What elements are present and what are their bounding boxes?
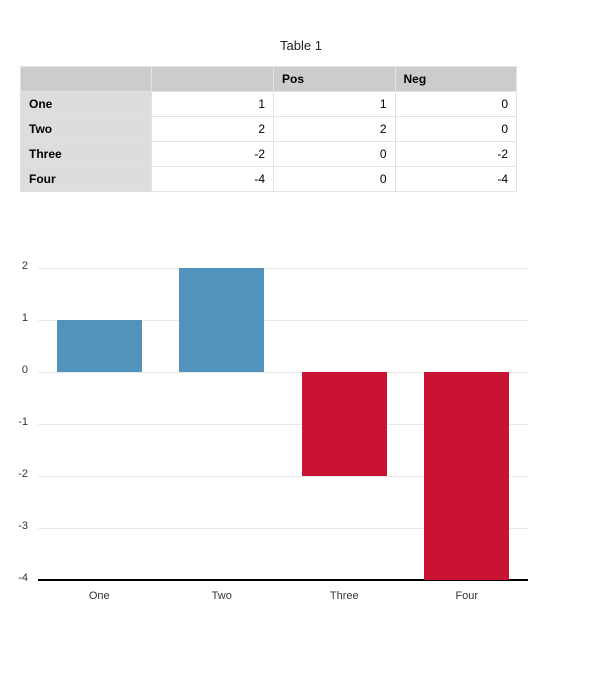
bar[interactable] <box>179 268 264 372</box>
table-col-header-pos: Pos <box>274 67 396 92</box>
y-axis-tick-label: -1 <box>18 416 28 428</box>
y-axis-tick-label: -4 <box>18 572 28 584</box>
table-row-label: Four <box>21 167 152 192</box>
table-row <box>21 92 517 117</box>
data-table <box>20 66 517 192</box>
x-axis-tick-label: Two <box>211 590 232 602</box>
gridline <box>38 268 528 269</box>
table-row-label: One <box>21 92 152 117</box>
bar[interactable] <box>57 320 142 372</box>
y-axis-tick-label: 2 <box>21 260 28 272</box>
table-cell-neg: 0 <box>395 92 517 117</box>
table-cell-value: -2 <box>152 142 274 167</box>
table-col-header-neg: Neg <box>395 67 517 92</box>
x-axis-tick-label: One <box>88 590 110 602</box>
bar[interactable] <box>424 372 509 580</box>
y-axis-tick-label: -3 <box>18 520 28 532</box>
bar-chart <box>0 240 602 630</box>
table-cell-pos: 1 <box>274 92 396 117</box>
x-axis-tick-label: Four <box>455 590 479 602</box>
table-title: Table 1 <box>280 38 322 53</box>
table-cell-neg: -4 <box>395 167 517 192</box>
table-cell-pos: 0 <box>274 167 396 192</box>
table-col-header-1 <box>152 67 274 92</box>
table-header-row <box>21 67 517 92</box>
table-body <box>21 92 517 192</box>
table-cell-neg: -2 <box>395 142 517 167</box>
table-cell-pos: 2 <box>274 117 396 142</box>
table-cell-value: -4 <box>152 167 274 192</box>
table-cell-value: 1 <box>152 92 274 117</box>
y-axis-tick-label: 0 <box>21 364 28 376</box>
table-row-label: Three <box>21 142 152 167</box>
x-axis-tick-label: Three <box>329 590 359 602</box>
chart-canvas <box>0 240 602 630</box>
table-cell-neg: 0 <box>395 117 517 142</box>
table-row-label: Two <box>21 117 152 142</box>
table-header <box>21 67 517 92</box>
table-row <box>21 117 517 142</box>
table-cell-value: 2 <box>152 117 274 142</box>
table-cell-pos: 0 <box>274 142 396 167</box>
bar[interactable] <box>302 372 387 476</box>
table-col-header-0 <box>21 67 152 92</box>
table-row <box>21 167 517 192</box>
table-row <box>21 142 517 167</box>
y-axis-tick-label: 1 <box>21 312 28 324</box>
y-axis-tick-label: -2 <box>18 468 28 480</box>
